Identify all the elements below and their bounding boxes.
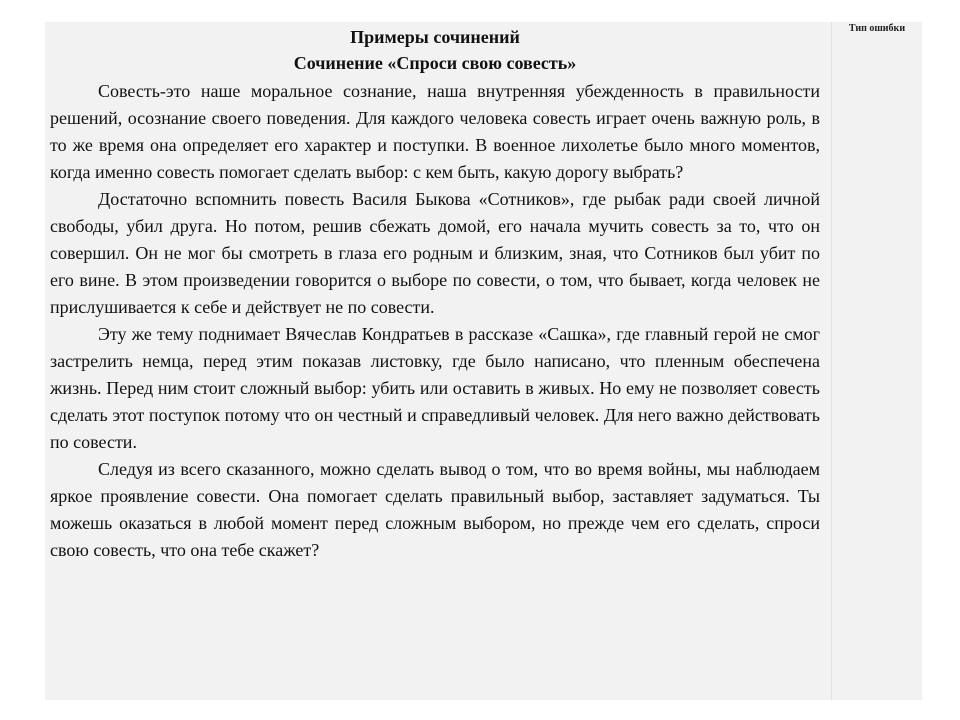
margin-column-divider	[831, 22, 832, 700]
essay-content	[50, 24, 820, 564]
essay-body	[50, 78, 820, 564]
essay-paragraph-3: Эту же тему поднимает Вячеслав Кондратьев в рассказе «Сашка», где главный герой не смог застрелить немца, перед этим показав листовку, где было написано, что пленным обеспечена жизнь. Перед ним стоит сложный выбор: убить или оставить в живых. Но ему не позволяет совесть сделать этот поступок потому что он честный и справедливый человек. Для него важно действовать по совести.	[50, 324, 820, 452]
essay-title: Сочинение «Спроси свою совесть»	[293, 53, 577, 73]
essay-paragraph-2: Достаточно вспомнить повесть Василя Быкова «Сотников», где рыбак ради своей личной свободы, убил друга. Но потом, решив сбежать домой, его начала мучить совесть за то, что он совершил. Он не мог бы смотреть в глаза его родным и близким, зная, что Сотников был убит по его вине. В этом произведении говорится о выборе по совести, о том, что бывает, когда человек не прислушивается к себе и действует не по совести.	[50, 189, 820, 317]
essay-paragraph-4: Следуя из всего сказанного, можно сделать вывод о том, что во время войны, мы наблюдаем яркое проявление совести. Она помогает сделать правильный выбор, заставляет задуматься. Ты можешь оказаться в любой момент перед сложным выбором, но прежде чем его сделать, спроси свою совесть, что она тебе скажет?	[50, 459, 820, 560]
page-heading: Примеры сочинений	[350, 27, 520, 47]
error-type-column-label: Тип ошибки	[848, 23, 906, 34]
essay-paragraph-1: Совесть-это наше моральное сознание, наша внутренняя убежденность в правильности решений, осознание своего поведения. Для каждого человека совесть играет очень важную роль, в то же время она определяет его характер и поступки. В военное лихолетье было много моментов, когда именно совесть помогает сделать выбор: с кем быть, какую дорогу выбрать?	[50, 81, 820, 182]
